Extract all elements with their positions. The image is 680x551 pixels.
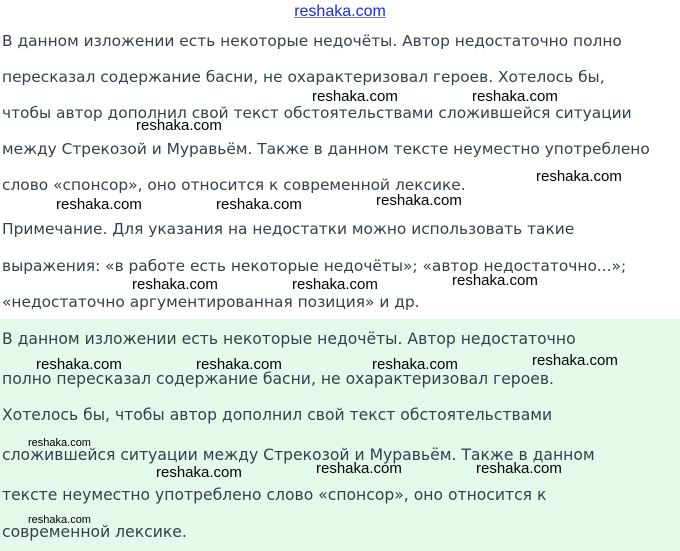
note-line: Примечание. Для указания на недостатки можно использовать такие (2, 220, 575, 238)
watermark: reshaka.com (136, 117, 222, 134)
review-line: В данном изложении есть некоторые недочёты. Автор недостаточно полно (2, 32, 622, 50)
note-line: «недостаточно аргументированная позиция» и др. (2, 293, 420, 311)
answer-line: Хотелось бы, чтобы автор дополнил свой текст обстоятельствами (2, 406, 553, 424)
watermark: reshaka.com (472, 88, 558, 105)
watermark: reshaka.com (36, 356, 122, 373)
review-line: слово «спонсор», оно относится к современной лексике. (2, 176, 466, 194)
watermark: reshaka.com (536, 168, 622, 185)
answer-line: полно пересказал содержание басни, не охарактеризовал героев. (2, 370, 554, 388)
watermark: reshaka.com (372, 356, 458, 373)
watermark: reshaka.com (532, 352, 618, 369)
note-line: выражения: «в работе есть некоторые недочёты»; «автор недостаточно...»; (2, 257, 627, 275)
watermark: reshaka.com (196, 356, 282, 373)
review-line: между Стрекозой и Муравьём. Также в данном тексте неуместно употреблено (2, 140, 650, 158)
watermark: reshaka.com (28, 514, 91, 526)
answer-line: В данном изложении есть некоторые недочёты. Автор недостаточно (2, 330, 576, 348)
watermark: reshaka.com (292, 276, 378, 293)
watermark: reshaka.com (56, 196, 142, 213)
watermark: reshaka.com (28, 437, 91, 449)
site-header-link[interactable]: reshaka.com (294, 3, 386, 20)
watermark: reshaka.com (376, 192, 462, 209)
answer-line: тексте неуместно употреблено слово «спонсор», оно относится к (2, 486, 547, 504)
watermark: reshaka.com (476, 460, 562, 477)
watermark: reshaka.com (312, 88, 398, 105)
answer-line: современной лексике. (2, 523, 187, 541)
watermark: reshaka.com (316, 460, 402, 477)
review-line: чтобы автор дополнил свой текст обстоятельствами сложившейся ситуации (2, 104, 632, 122)
watermark: reshaka.com (216, 196, 302, 213)
answer-line: сложившейся ситуации между Стрекозой и Муравьём. Также в данном (2, 446, 595, 464)
review-line: пересказал содержание басни, не охарактеризовал героев. Хотелось бы, (2, 68, 605, 86)
watermark: reshaka.com (156, 464, 242, 481)
watermark: reshaka.com (452, 272, 538, 289)
watermark: reshaka.com (132, 276, 218, 293)
